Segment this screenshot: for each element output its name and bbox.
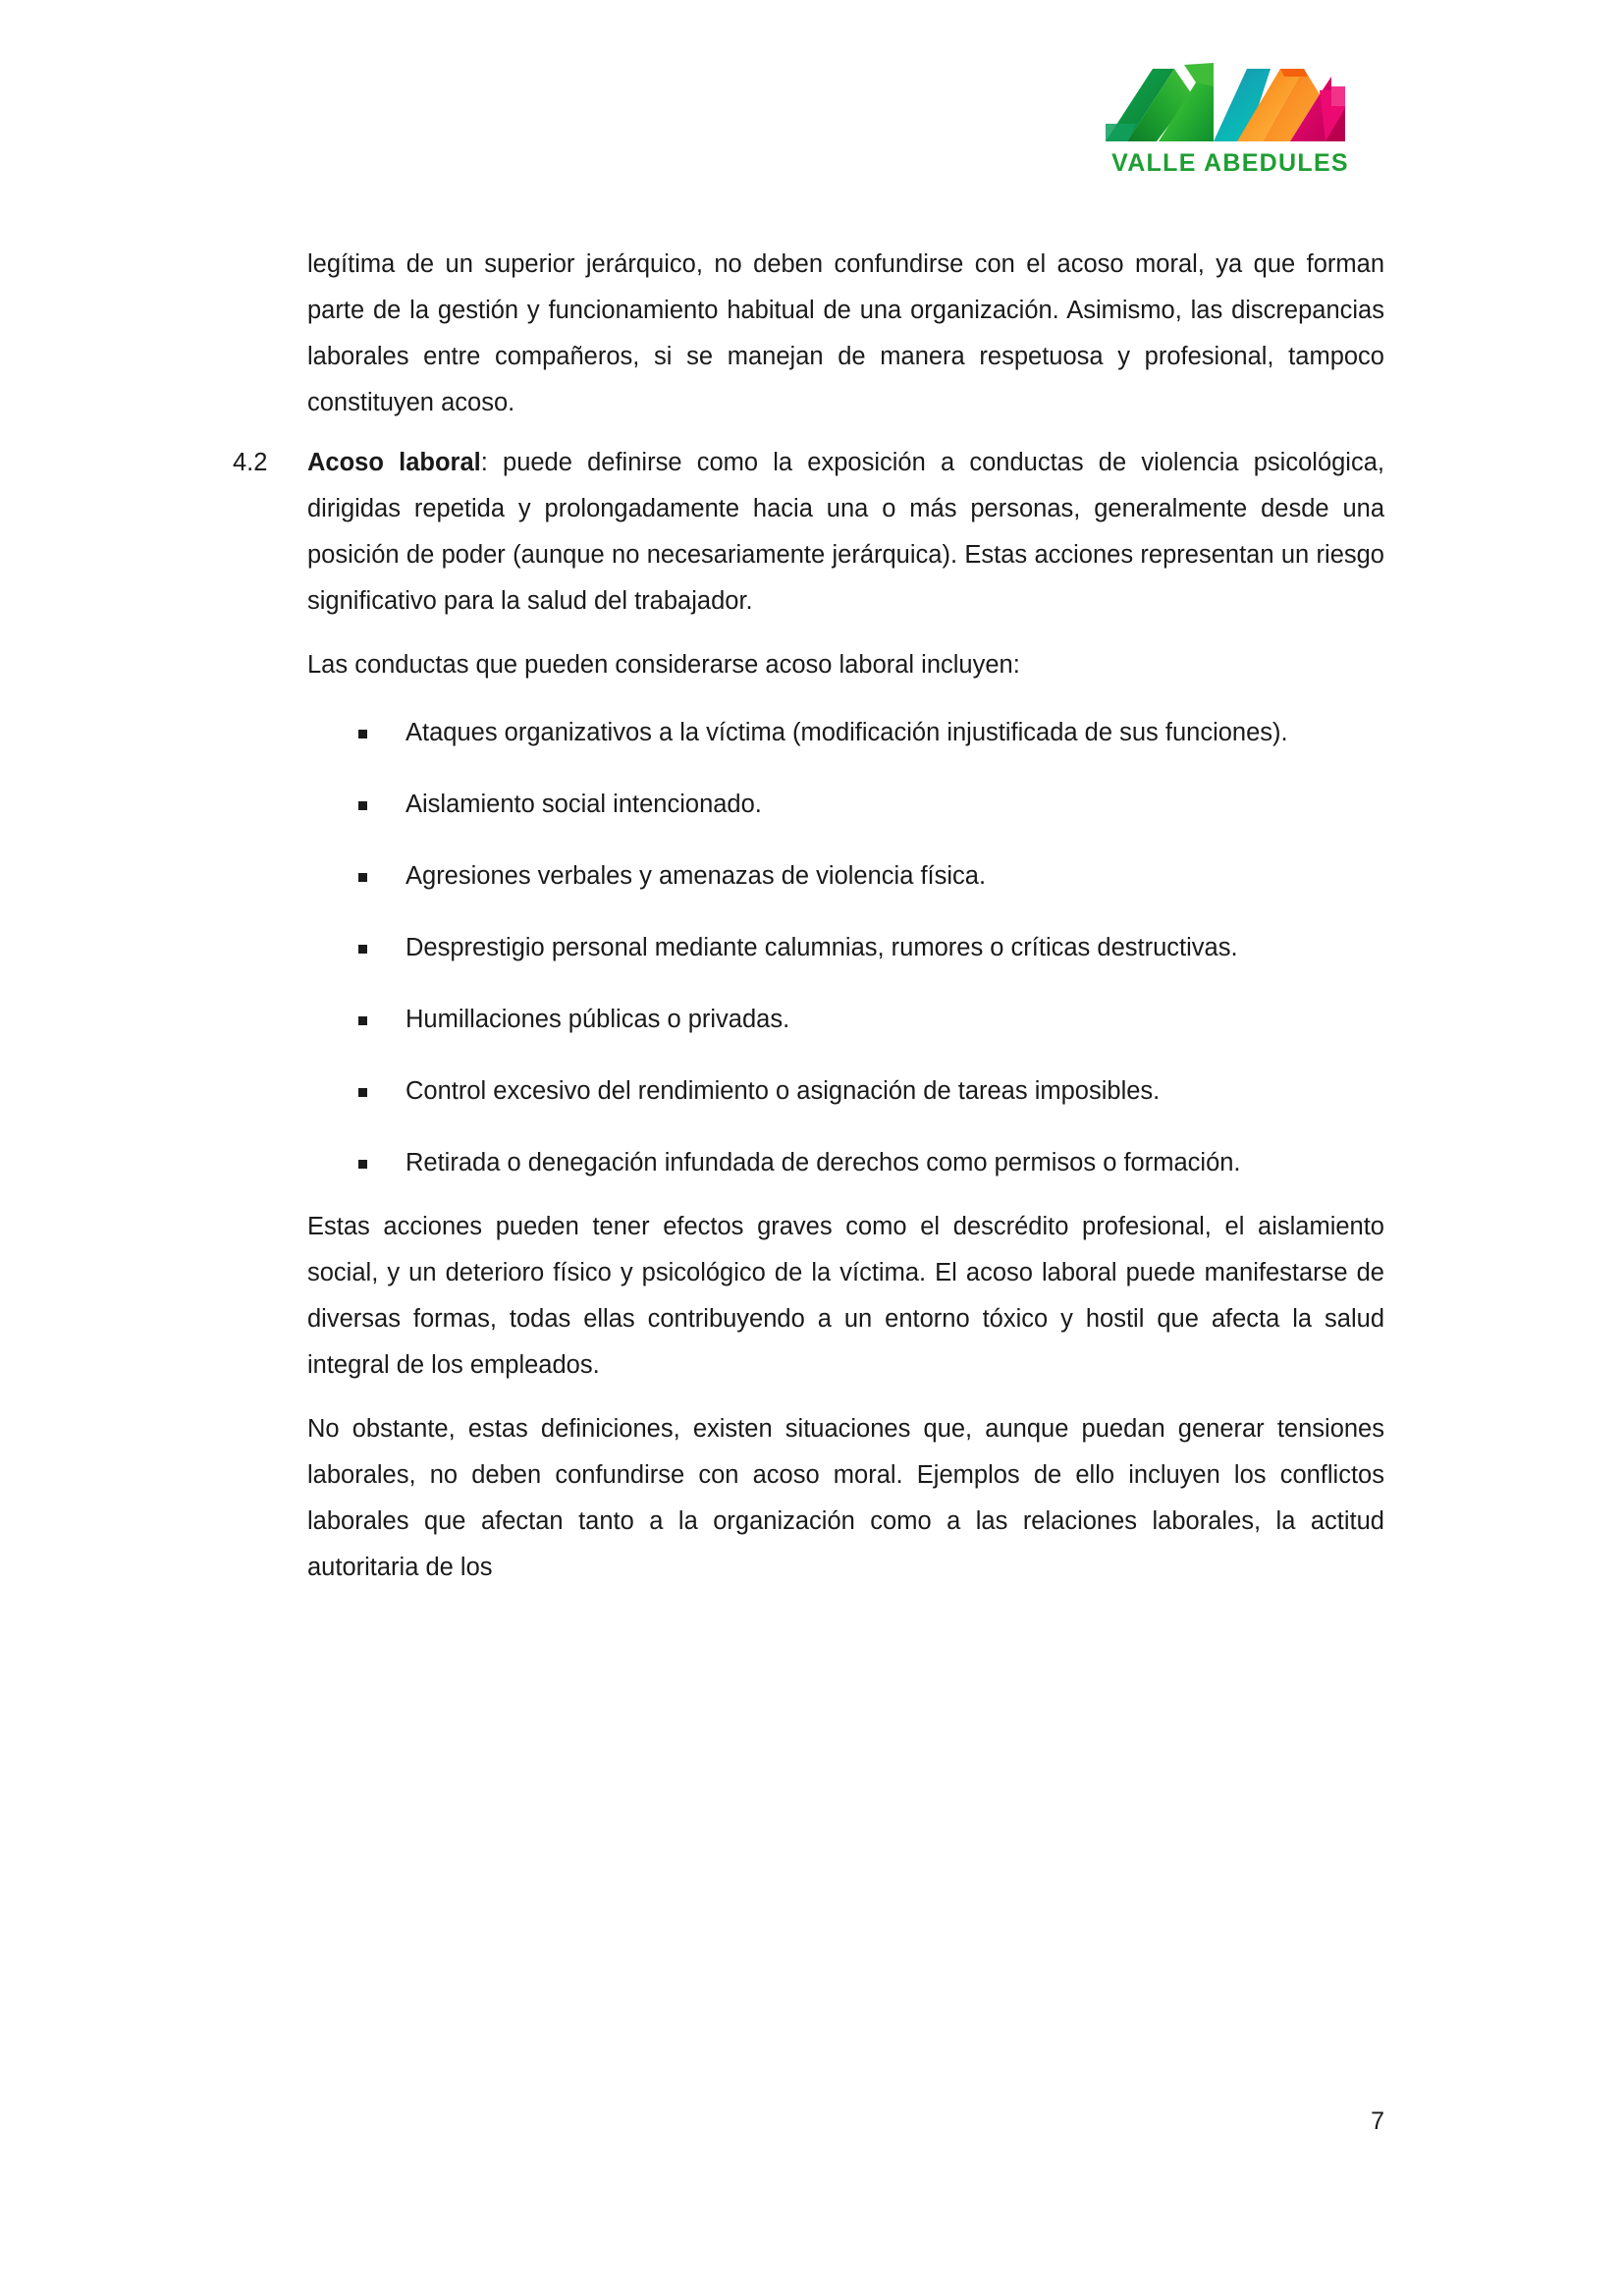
- logo-wordmark: VALLE ABEDULES: [1111, 149, 1349, 177]
- clause-definition: : puede definirse como la exposición a conductas de violencia psicológica, dirigidas repetida y prolongadamente hacia una o más personas, generalmente desde una posición de poder (aunque no necesariamente jerárquica). Estas acciones representan un riesgo significativo para la salud del trabajador.: [307, 449, 1384, 615]
- square-bullet-icon: [358, 945, 367, 954]
- exceptions-paragraph: No obstante, estas definiciones, existen situaciones que, aunque puedan generar tensiones laborales, no deben confundirse con acoso moral. Ejemplos de ello incluyen los conflictos laborales que afectan tanto a la organización como a las relaciones laborales, la actitud autoritaria de los: [307, 1415, 1384, 1581]
- document-body: [233, 242, 1384, 1597]
- list-item-label: Retirada o denegación infundada de derechos como permisos o formación.: [406, 1149, 1241, 1176]
- square-bullet-icon: [358, 730, 367, 738]
- clause-number: 4.2: [233, 449, 268, 476]
- list-item-label: Control excesivo del rendimiento o asignación de tareas imposibles.: [406, 1077, 1161, 1105]
- list-item-label: Agresiones verbales y amenazas de violencia física.: [406, 862, 987, 890]
- list-item: [307, 782, 1384, 828]
- list-item: [307, 1068, 1384, 1115]
- list-item: [307, 1140, 1384, 1186]
- clause-text: [307, 440, 1384, 625]
- list-item: [307, 997, 1384, 1043]
- list-intro: Las conductas que pueden considerarse acoso laboral incluyen:: [307, 651, 1020, 679]
- list-item: [307, 925, 1384, 971]
- list-item-label: Desprestigio personal mediante calumnias, rumores o críticas destructivas.: [406, 934, 1238, 961]
- page-number: 7: [1371, 2107, 1384, 2135]
- square-bullet-icon: [358, 1016, 367, 1025]
- clause-term: Acoso laboral: [307, 449, 481, 476]
- valle-abedules-mark-icon: [1098, 47, 1363, 145]
- square-bullet-icon: [358, 1160, 367, 1169]
- square-bullet-icon: [358, 1088, 367, 1097]
- square-bullet-icon: [358, 873, 367, 882]
- square-bullet-icon: [358, 801, 367, 810]
- company-logo: [1088, 47, 1373, 180]
- list-item-label: Ataques organizativos a la víctima (modificación injustificada de sus funciones).: [406, 719, 1288, 746]
- list-item: [307, 710, 1384, 756]
- clause-4-2: [233, 440, 1384, 625]
- acoso-laboral-list: [307, 710, 1384, 1186]
- intro-paragraph: legítima de un superior jerárquico, no deben confundirse con el acoso moral, ya que forman parte de la gestión y funcionamiento habitual de una organización. Asimismo, las discrepancias laborales entre compañeros, si se manejan de manera respetuosa y profesional, tampoco constituyen acoso.: [307, 250, 1384, 416]
- effects-paragraph: Estas acciones pueden tener efectos graves como el descrédito profesional, el aislamiento social, y un deterioro físico y psicológico de la víctima. El acoso laboral puede manifestarse de diversas formas, todas ellas contribuyendo a un entorno tóxico y hostil que afecta la salud integral de los empleados.: [307, 1213, 1384, 1379]
- list-item-label: Humillaciones públicas o privadas.: [406, 1006, 790, 1033]
- list-item: [307, 853, 1384, 900]
- list-item-label: Aislamiento social intencionado.: [406, 791, 762, 818]
